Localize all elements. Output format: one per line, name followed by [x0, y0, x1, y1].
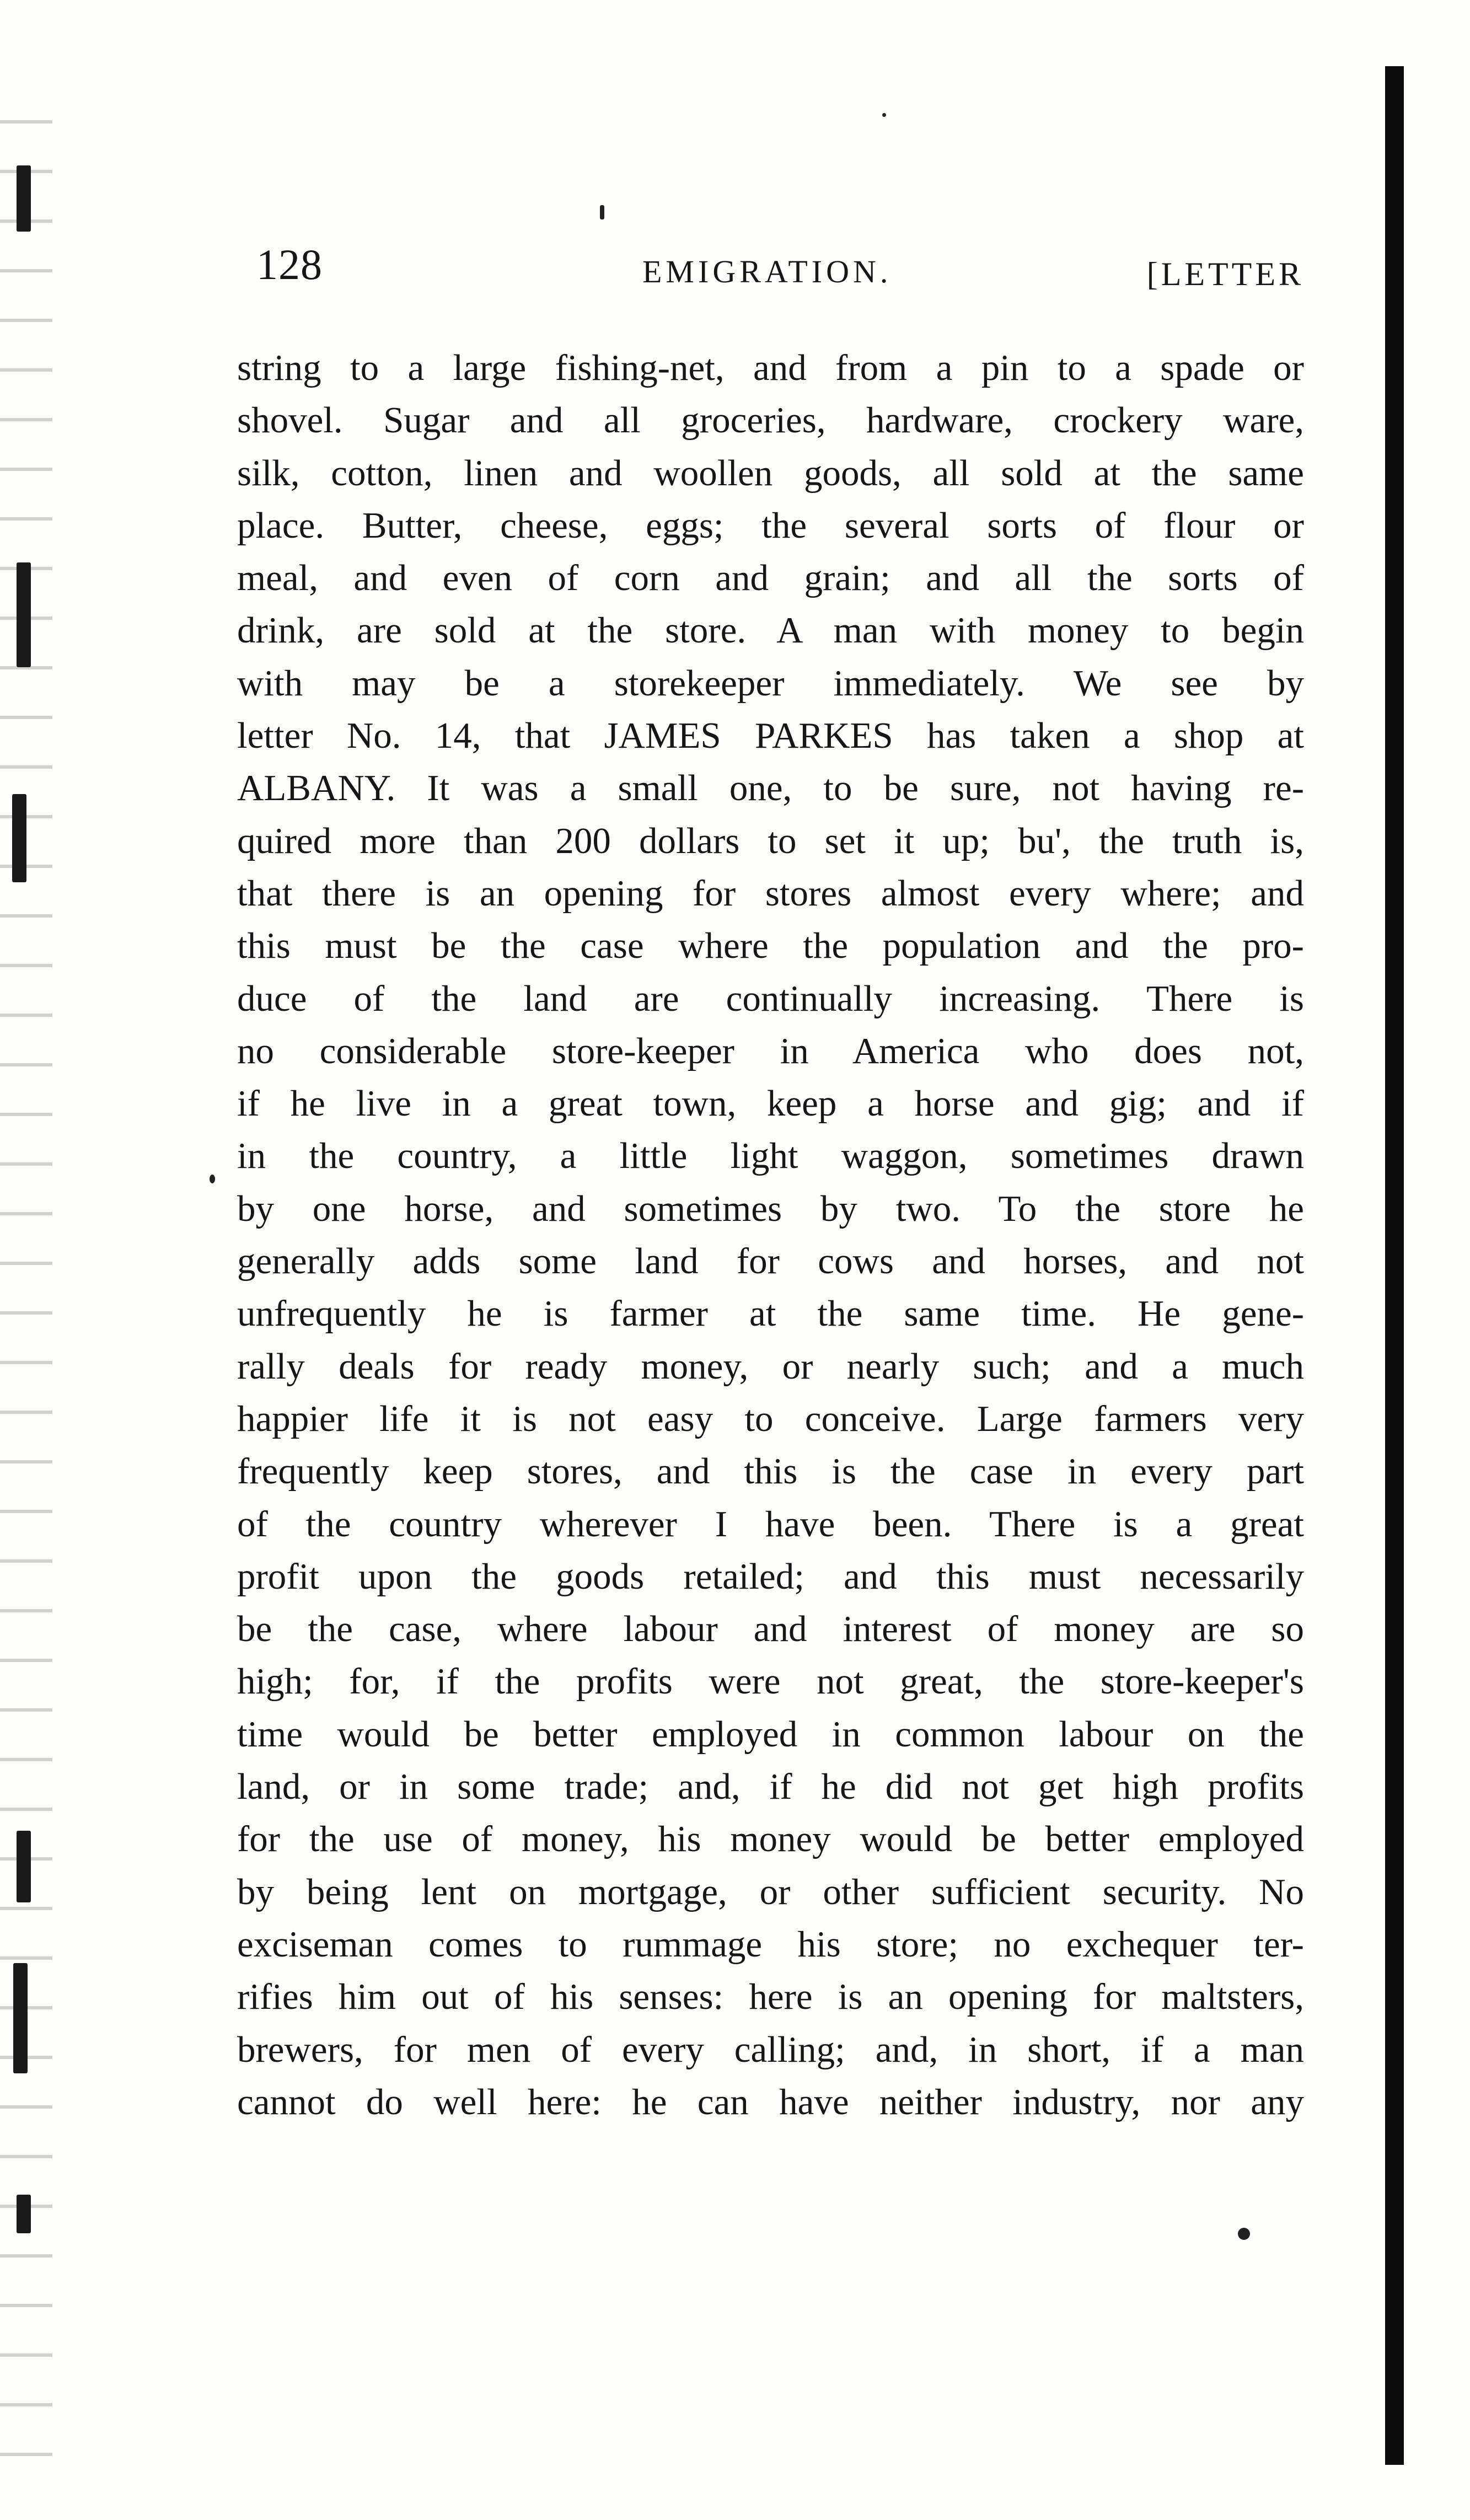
running-title: EMIGRATION.	[642, 254, 892, 289]
text-line: ALBANY. It was a small one, to be sure, not having re-	[237, 768, 1304, 809]
text-line: silk, cotton, linen and woollen goods, all sold at the same	[237, 452, 1304, 494]
binding-mark	[12, 794, 26, 882]
text-line: generally adds some land for cows and horses, and not	[237, 1241, 1304, 1282]
right-margin-rule	[1385, 66, 1404, 2465]
text-line: cannot do well here: he can have neither industry, nor any	[237, 2081, 1304, 2122]
running-head	[256, 237, 1304, 303]
text-line: of the country wherever I have been. There is a great	[237, 1503, 1304, 1545]
body-text	[237, 342, 1304, 2128]
text-line: place. Butter, cheese, eggs; the several sorts of flour or	[237, 505, 1304, 546]
binding-edge-shadow	[0, 99, 52, 2470]
binding-mark	[17, 2195, 31, 2233]
text-line: be the case, where labour and interest of money are so	[237, 1608, 1304, 1650]
text-line: for the use of money, his money would be better employed	[237, 1819, 1304, 1860]
text-line: quired more than 200 dollars to set it up; bu', the truth is,	[237, 820, 1304, 861]
text-line: by being lent on mortgage, or other sufficient security. No	[237, 1871, 1304, 1912]
binding-mark	[17, 1831, 31, 1902]
text-line: frequently keep stores, and this is the case in every part	[237, 1451, 1304, 1492]
text-line: profit upon the goods retailed; and this must necessarily	[237, 1556, 1304, 1597]
text-line: unfrequently he is farmer at the same time. He gene-	[237, 1293, 1304, 1334]
text-line: string to a large fishing-net, and from a pin to a spade or	[237, 347, 1304, 388]
text-line: drink, are sold at the store. A man with money to begin	[237, 610, 1304, 651]
text-line: if he live in a great town, keep a horse and gig; and if	[237, 1083, 1304, 1124]
text-line: by one horse, and sometimes by two. To the store he	[237, 1188, 1304, 1229]
text-line: rifies him out of his senses: here is an opening for maltsters,	[237, 1976, 1304, 2018]
ink-speck	[1238, 2228, 1250, 2240]
text-line: no considerable store-keeper in America who does not,	[237, 1030, 1304, 1071]
text-line: in the country, a little light waggon, sometimes drawn	[237, 1135, 1304, 1177]
running-section-label: [LETTER	[1146, 256, 1304, 292]
text-line: exciseman comes to rummage his store; no exchequer ter-	[237, 1923, 1304, 1965]
binding-mark	[17, 165, 31, 232]
page-number: 128	[256, 240, 323, 288]
text-line: duce of the land are continually increasing. There is	[237, 978, 1304, 1019]
text-line: time would be better employed in common labour on the	[237, 1713, 1304, 1755]
ink-speck	[210, 1175, 215, 1183]
ink-speck	[600, 205, 604, 219]
text-line: happier life it is not easy to conceive. Large farmers very	[237, 1398, 1304, 1439]
text-line: high; for, if the profits were not great, the store-keeper's	[237, 1661, 1304, 1702]
text-line: brewers, for men of every calling; and, in short, if a man	[237, 2029, 1304, 2070]
text-line: letter No. 14, that JAMES PARKES has taken a shop at	[237, 715, 1304, 757]
text-line: this must be the case where the population and the pro-	[237, 925, 1304, 967]
text-line: with may be a storekeeper immediately. We see by	[237, 662, 1304, 704]
ink-speck	[882, 113, 886, 117]
binding-mark	[13, 1963, 28, 2073]
text-line: shovel. Sugar and all groceries, hardware, crockery ware,	[237, 400, 1304, 441]
text-line: land, or in some trade; and, if he did not get high profits	[237, 1766, 1304, 1808]
text-line: rally deals for ready money, or nearly such; and a much	[237, 1345, 1304, 1387]
text-line: that there is an opening for stores almost every where; and	[237, 872, 1304, 914]
binding-mark	[17, 562, 31, 667]
text-line: meal, and even of corn and grain; and all the sorts of	[237, 557, 1304, 599]
